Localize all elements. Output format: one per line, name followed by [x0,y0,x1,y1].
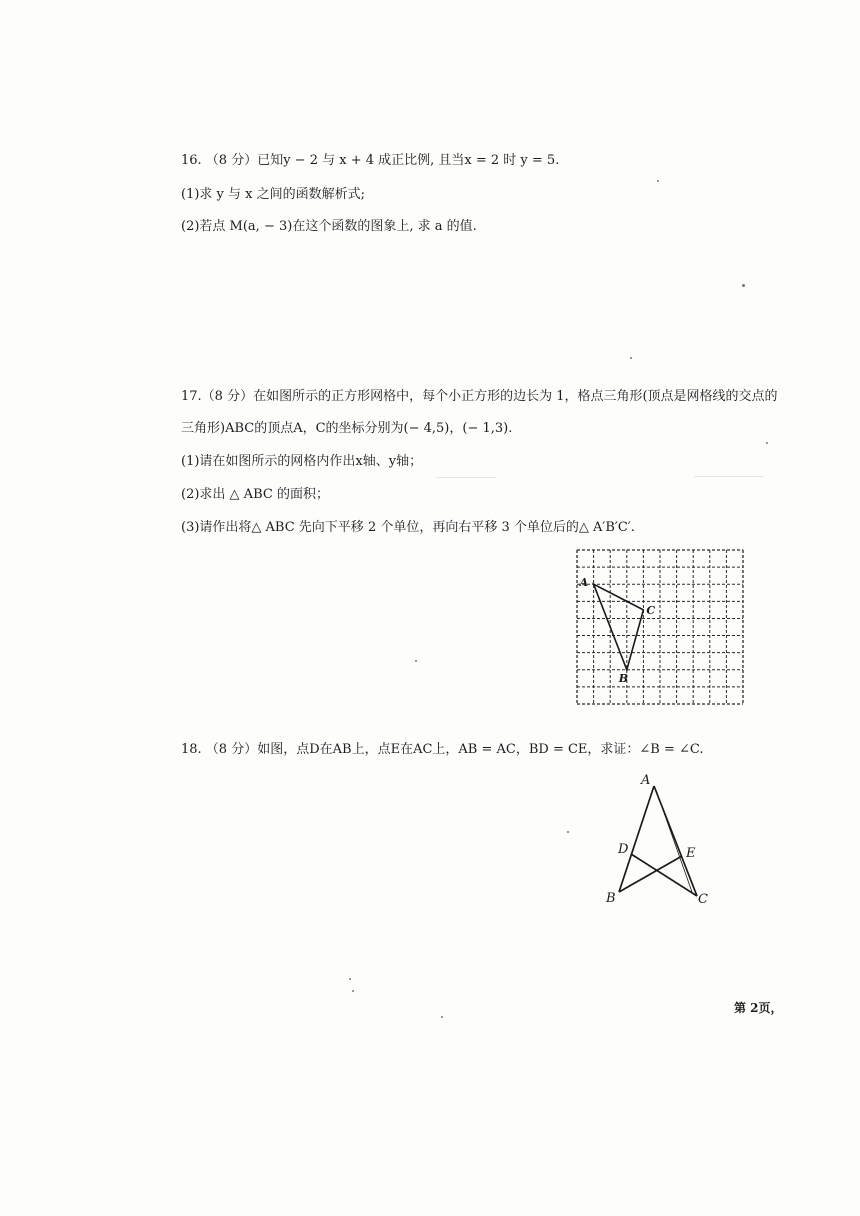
question-18-title: 18. （8 分）如图，点D在AB上，点E在AC上，AB = AC，BD = CE，求证：∠B = ∠C. [181,742,704,757]
page-number: 第 2页， [734,1001,783,1015]
question-17-title: 17.（8 分）在如图所示的正方形网格中，每个小正方形的边长为 1，格点三角形(顶点是网格线的交点的 [181,389,778,404]
vertex-label-b: B [606,891,616,906]
triangle-abc [594,584,644,670]
scan-speck [567,831,569,833]
question-17-part-1: (1)请在如图所示的网格内作出x轴、y轴； [181,454,423,469]
scan-speck [657,180,659,182]
question-17-grid-figure [577,550,743,704]
scan-line [436,477,496,478]
vertex-label-b: B [618,671,629,685]
scan-speck [352,990,354,992]
vertex-label-d: D [618,842,629,857]
vertex-label-a: A [579,576,589,590]
scan-speck [766,442,768,444]
triangle-abc-shape [594,584,644,670]
segment-ac-inner [656,790,692,892]
scan-speck [441,1016,443,1018]
question-17-title-continued: 三角形)ABC的顶点A，C的坐标分别为(− 4,5)，(− 1,3). [181,421,513,436]
question-18-triangle-figure [604,772,720,908]
question-17-part-3: (3)请作出将△ ABC 先向下平移 2 个单位，再向右平移 3 个单位后的△ A′B′C′. [181,520,635,535]
question-17-part-2: (2)求出 △ ABC 的面积； [181,487,329,502]
scan-speck [349,978,351,980]
scan-speck [415,660,417,662]
vertex-label-c: C [698,892,708,907]
question-16-part-1: (1)求 y 与 x 之间的函数解析式; [181,187,365,202]
scan-line [694,476,764,477]
grid-lines [577,550,743,704]
vertex-label-a: A [641,773,651,788]
question-16-part-2: (2)若点 M(a, − 3)在这个函数的图象上, 求 a 的值. [181,219,477,234]
question-16-title: 16. （8 分）已知y − 2 与 x + 4 成正比例, 且当x = 2 时 y = 5. [181,153,560,168]
segment-ab [619,786,654,892]
scan-speck [630,357,632,359]
vertex-label-c: C [646,603,656,617]
scan-speck [742,284,745,287]
vertex-label-e: E [686,846,696,861]
